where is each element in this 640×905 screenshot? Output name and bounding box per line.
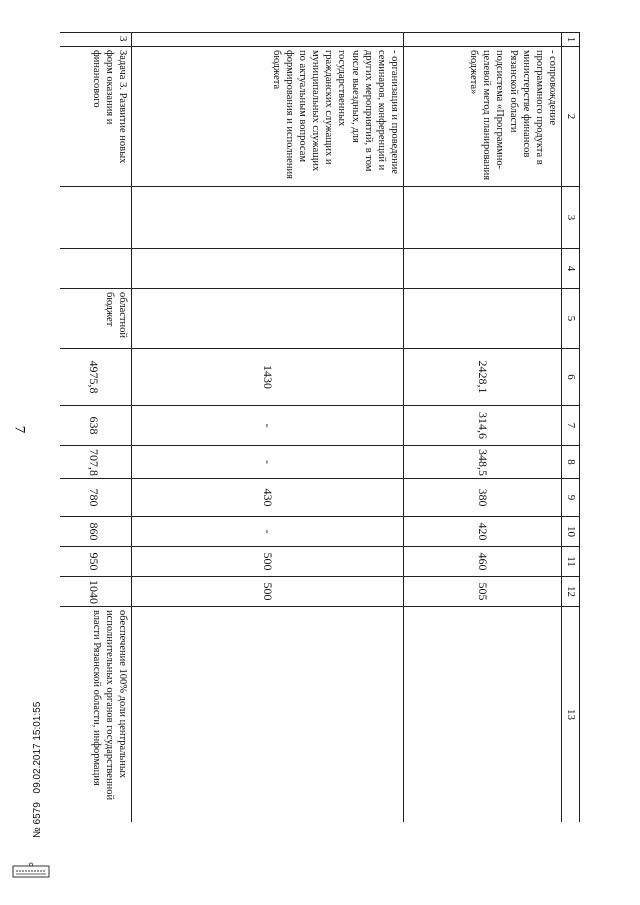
year-value-cell: 500 <box>132 547 404 577</box>
year-value-cell: 348,5 <box>404 446 562 479</box>
row-number-cell <box>404 33 562 47</box>
header-cell: 13 <box>562 607 580 823</box>
activity-name-cell: Задача 3. Развитие новых форм оказания и финансового <box>60 47 132 187</box>
row-number-cell: 3 <box>60 33 132 47</box>
header-cell: 9 <box>562 479 580 517</box>
year-value-cell: 420 <box>404 517 562 547</box>
table-row <box>132 33 404 823</box>
header-cell: 12 <box>562 577 580 607</box>
year-value-cell: 460 <box>404 547 562 577</box>
header-cell: 2 <box>562 47 580 187</box>
table-cell <box>132 187 404 249</box>
total-cell: 2428,1 <box>404 349 562 406</box>
header-cell: 5 <box>562 289 580 349</box>
document-timestamp: 09.02.2017 15:01:55 <box>32 701 43 794</box>
year-value-cell: 505 <box>404 577 562 607</box>
table-cell <box>60 249 132 289</box>
total-cell: 1430 <box>132 349 404 406</box>
table-cell <box>60 187 132 249</box>
table-row <box>404 33 562 823</box>
budget-table <box>60 32 580 822</box>
header-cell: 10 <box>562 517 580 547</box>
header-cell: 8 <box>562 446 580 479</box>
table-cell <box>404 187 562 249</box>
year-value-cell: 380 <box>404 479 562 517</box>
year-value-cell: 314,6 <box>404 406 562 446</box>
header-row <box>562 33 580 823</box>
indicator-cell <box>132 607 404 823</box>
page-number: 7 <box>11 425 28 434</box>
header-cell: 1 <box>562 33 580 47</box>
document-number: № 6579 <box>32 802 43 838</box>
year-value-cell: - <box>132 517 404 547</box>
activity-name-cell: - организация и проведение семинаров, конференций и других мероприятий, в том числе выездных, для государственных гражданских служащих и муниципальных служащих по актуальным вопросам формирования и исполнения бюджета <box>132 47 404 187</box>
table-row <box>60 33 132 823</box>
indicator-cell: обеспечение 100% доли центральных исполнительных органов государственной власти Рязанской области, информация <box>60 607 132 823</box>
header-cell: 4 <box>562 249 580 289</box>
header-cell: 6 <box>562 349 580 406</box>
year-value-cell: 638 <box>60 406 132 446</box>
header-cell: 11 <box>562 547 580 577</box>
funding-source-cell <box>132 289 404 349</box>
total-cell: 4975,8 <box>60 349 132 406</box>
header-cell: 3 <box>562 187 580 249</box>
funding-source-cell <box>404 289 562 349</box>
indicator-cell <box>404 607 562 823</box>
year-value-cell: - <box>132 406 404 446</box>
year-value-cell: 500 <box>132 577 404 607</box>
year-value-cell: - <box>132 446 404 479</box>
year-value-cell: 707,8 <box>60 446 132 479</box>
registry-stamp-icon <box>12 862 50 882</box>
rotated-table-area <box>60 32 580 822</box>
year-value-cell: 430 <box>132 479 404 517</box>
table-cell <box>132 249 404 289</box>
funding-source-cell: областной бюджет <box>60 289 132 349</box>
table-cell <box>404 249 562 289</box>
year-value-cell: 950 <box>60 547 132 577</box>
activity-name-cell: - сопровождение программного продукта в министерстве финансов Рязанской области подсистема «Программно-целевой метод планирования бюджета» <box>404 47 562 187</box>
document-registration <box>32 696 43 838</box>
year-value-cell: 860 <box>60 517 132 547</box>
year-value-cell: 780 <box>60 479 132 517</box>
year-value-cell: 1040 <box>60 577 132 607</box>
header-cell: 7 <box>562 406 580 446</box>
row-number-cell <box>132 33 404 47</box>
